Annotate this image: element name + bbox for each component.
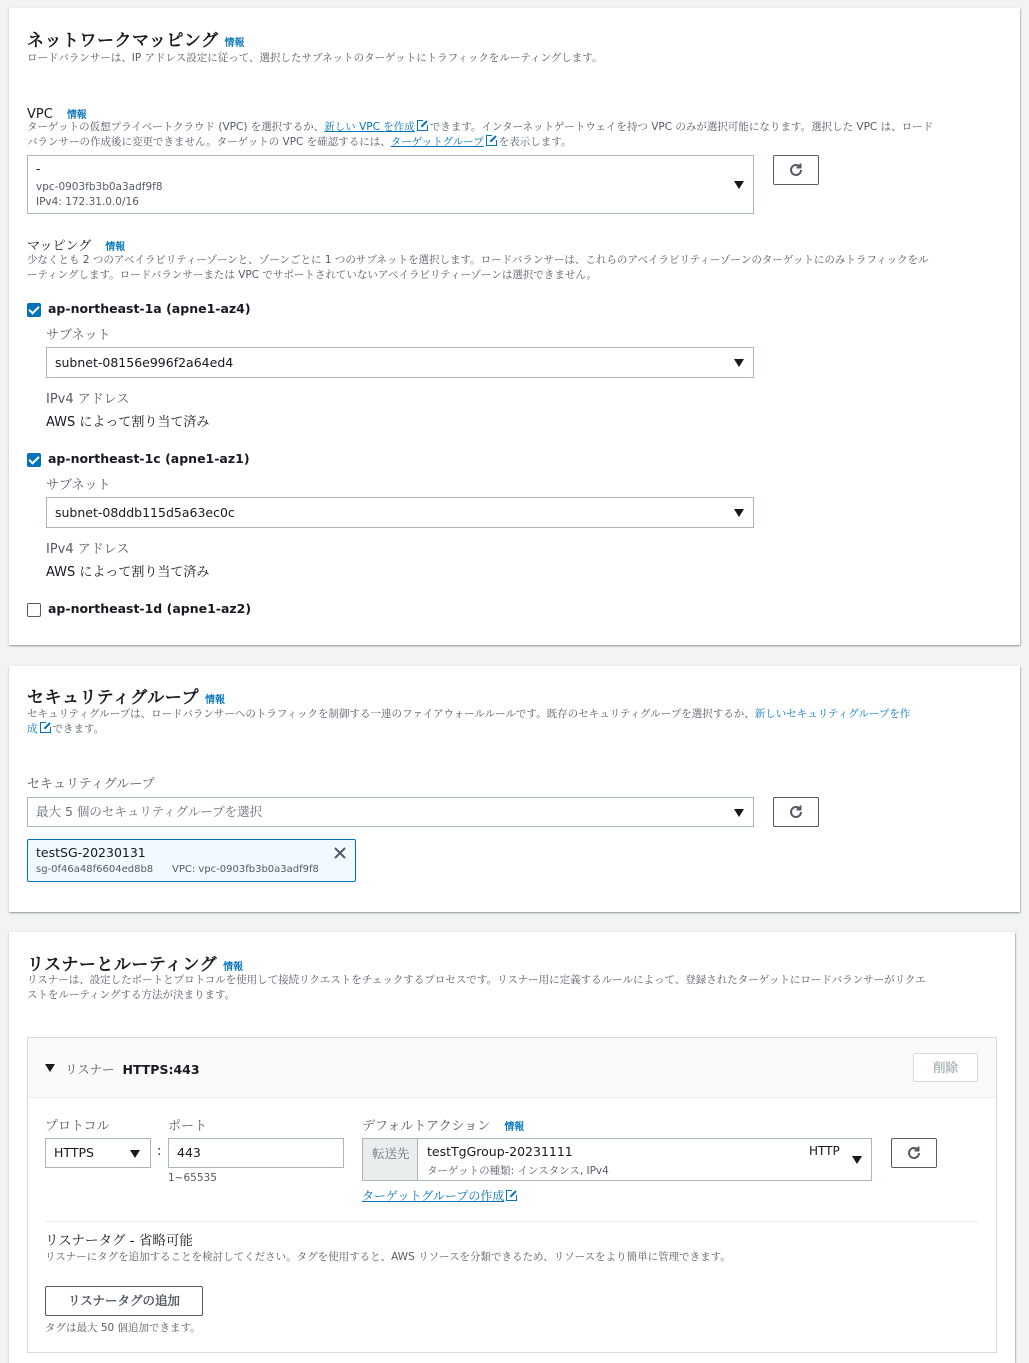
target-group-refresh-button[interactable] [891,1138,937,1168]
zone-1c-subnet-label: サブネット [46,478,111,493]
zone-1a-label: ap-northeast-1a (apne1-az4) [48,301,251,316]
chevron-down-icon [734,181,744,189]
expand-toggle-icon[interactable] [45,1064,55,1072]
zone-1c-ipv4-label: IPv4 アドレス [46,542,130,557]
port-input[interactable] [168,1138,344,1168]
network-mapping-desc: ロードバランサーは、IP アドレス設定に従って、選択したサブネットのターゲットにトラフィックをルーティングします。 [27,52,603,64]
mapping-desc-text-1: 少なくとも 2 つのアベイラビリティーゾーンと、ゾーンごとに 1 つのサブネットを選択します。ロードバランサーは、これらのアベイラビリティーゾーンのターゲットにのみトラフィックをル [27,254,929,266]
listener-header-value: HTTPS:443 [122,1062,200,1077]
vpc-select-cidr: IPv4: 172.31.0.0/16 [36,196,139,208]
create-security-group-link-cont[interactable]: 成 [27,723,38,735]
security-desc-text-1: セキュリティグループは、ロードバランサーへのトラフィックを制御する一連のファイアウォールルールです。既存のセキュリティグループを選択するか、 [27,708,755,720]
tag-limit-hint: タグは最大 50 個追加できます。 [45,1322,201,1334]
zone-1c-ipv4-value: AWS によって割り当て済み [46,565,210,580]
remove-listener-button[interactable]: 削除 [913,1053,978,1082]
listener-heading [27,950,243,975]
zone-1a-ipv4-label: IPv4 アドレス [46,392,130,407]
refresh-icon [788,162,804,178]
security-desc-text-2: できます。 [52,723,105,735]
vpc-desc-text-2: できます。インターネットゲートウェイを持つ VPC のみが選択可能になります。選択した VPC は、ロード [429,121,934,133]
vpc-desc-text-3: バランサーの作成後に変更できません。ターゲットの VPC を確認するには、 [27,136,391,148]
add-listener-tag-button[interactable]: リスナータグの追加 [45,1286,203,1316]
token-id: sg-0f46a48f6604ed8b8 [36,864,154,875]
zone-1d-checkbox[interactable] [27,603,41,617]
external-link-icon [417,120,428,131]
vpc-refresh-button[interactable] [773,155,819,185]
create-security-group-link[interactable]: 新しいセキュリティグループを作 [754,708,911,720]
vpc-info-link[interactable]: 情報 [66,110,87,121]
security-group-desc [27,707,1007,737]
chevron-down-icon [734,809,744,817]
listener-desc-text-1: リスナーは、設定したポートとプロトコルを使用して接続リクエストをチェックするプロセスです。リスナー用に定義するルールによって、登録されたターゲットにロードバランサーがリクエ [27,974,926,986]
vpc-desc [27,120,1002,150]
create-vpc-link[interactable]: 新しい VPC を作成 [324,121,415,133]
network-mapping-title: ネットワークマッピング [27,31,219,51]
external-link-icon [40,722,51,733]
default-action-label: デフォルトアクション [362,1119,491,1134]
zone-1a-subnet-select[interactable] [46,347,754,378]
chevron-down-icon [130,1150,140,1158]
chevron-down-icon [734,509,744,517]
target-group-link[interactable]: ターゲットグループ [390,136,484,148]
target-group-name: testTgGroup-20231111 [427,1144,573,1159]
zone-1a-subnet-label: サブネット [46,328,111,343]
refresh-icon [906,1145,922,1161]
zone-1c-subnet-value: subnet-08ddb115d5a63ec0c [55,505,235,520]
vpc-desc-text-1: ターゲットの仮想プライベートクラウド (VPC) を選択するか、 [27,121,325,133]
security-info-link[interactable]: 情報 [204,695,225,706]
listener-desc [27,973,1002,1003]
vpc-select-name: - [36,162,41,176]
protocol-port-separator: : [157,1144,162,1159]
security-group-select[interactable] [27,797,754,827]
zone-1c-subnet-select[interactable] [46,497,754,528]
close-icon[interactable] [333,846,347,860]
zone-1a-checkbox[interactable] [27,303,41,317]
default-action-label-row [362,1115,524,1134]
token-name: testSG-20230131 [36,845,146,860]
mapping-label: マッピング [27,239,92,254]
listener-tags-desc: リスナーにタグを追加することを検討してください。タグを使用すると、AWS リソースを分類できるため、リソースをより簡単に管理できます。 [45,1251,731,1263]
protocol-select[interactable] [45,1138,151,1168]
listener-title: リスナーとルーティング [27,955,218,975]
security-group-title: セキュリティグループ [27,688,199,708]
token-vpc: VPC: vpc-0903fb3b0a3adf9f8 [172,864,319,875]
listener-desc-text-2: ストをルーティングする方法が決まります。 [27,989,236,1001]
refresh-icon [788,804,804,820]
zone-1a-subnet-value: subnet-08156e996f2a64ed4 [55,355,234,370]
zone-1c-label: ap-northeast-1c (apne1-az1) [48,451,250,466]
security-group-token [27,839,356,882]
listener-info-link[interactable]: 情報 [223,962,244,973]
port-value: 443 [177,1145,201,1160]
zone-1a-ipv4-value: AWS によって割り当て済み [46,415,210,430]
external-link-icon [486,135,497,146]
network-info-link[interactable]: 情報 [224,38,245,49]
protocol-label: プロトコル [45,1119,110,1134]
protocol-value: HTTPS [54,1145,94,1160]
mapping-desc-text-2: ーティングします。ロードバランサーまたは VPC でサポートされていないアベイラビリティーゾーンは選択できません。 [27,269,597,281]
listener-tags-label: リスナータグ - 省略可能 [45,1233,193,1249]
external-link-icon [506,1190,517,1201]
mapping-desc [27,253,1007,283]
vpc-label: VPC [27,107,53,122]
security-group-refresh-button[interactable] [773,797,819,827]
port-hint: 1~65535 [168,1172,217,1184]
security-group-placeholder: 最大 5 個のセキュリティグループを選択 [36,804,263,819]
target-group-protocol: HTTP [809,1144,840,1158]
mapping-label-row [27,235,125,254]
network-mapping-heading [27,26,244,51]
listener-header [65,1060,200,1078]
forward-label: 転送先 [362,1138,418,1181]
divider [45,1221,978,1222]
vpc-desc-text-4: を表示します。 [498,136,572,148]
create-target-group-row [362,1187,519,1204]
security-group-field-label: セキュリティグループ [27,777,155,792]
vpc-select[interactable] [27,155,754,214]
vpc-select-id: vpc-0903fb3b0a3adf9f8 [36,181,163,193]
create-target-group-link[interactable]: ターゲットグループの作成 [362,1189,505,1203]
mapping-info-link[interactable]: 情報 [105,242,126,253]
zone-1c-checkbox[interactable] [27,453,41,467]
listener-header-label: リスナー [65,1062,115,1077]
security-group-heading [27,683,225,708]
chevron-down-icon [852,1156,862,1164]
chevron-down-icon [734,359,744,367]
target-group-sub: ターゲットの種類: インスタンス, IPv4 [427,1165,609,1177]
default-action-info-link[interactable]: 情報 [504,1122,525,1133]
port-label: ポート [168,1119,208,1134]
target-group-select[interactable] [417,1138,872,1181]
network-mapping-panel [9,8,1020,645]
zone-1d-label: ap-northeast-1d (apne1-az2) [48,601,252,616]
